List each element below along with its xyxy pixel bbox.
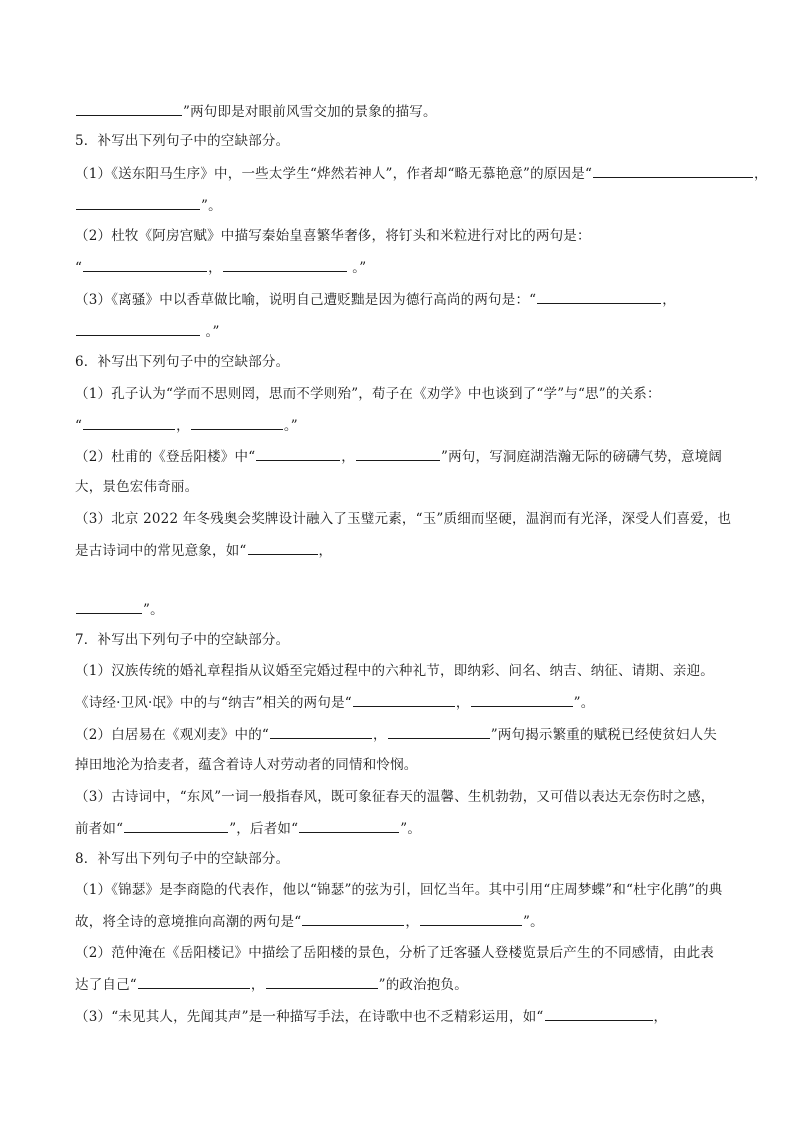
question-8-1: [75, 880, 722, 900]
answer-blank[interactable]: [83, 415, 175, 430]
answer-blank[interactable]: [138, 974, 250, 989]
answer-blank[interactable]: [248, 540, 318, 555]
text: （3）“未见其人，先闻其声”是一种描写手法，在诗歌中也不乏精彩运用，如“: [75, 1009, 544, 1025]
text: 大，景色宏伟奇丽。: [75, 479, 199, 495]
answer-blank[interactable]: [256, 446, 340, 461]
question-7-3-cont: [75, 818, 421, 839]
text: ，: [176, 418, 190, 434]
question-6-3-end: [75, 599, 164, 620]
text: （2）杜牧《阿房宫赋》中描写秦始皇喜繁华奢侈，将钉头和米粒进行对比的两句是：: [75, 228, 591, 244]
question-7-2: [75, 724, 717, 745]
text: （1）孔子认为“学而不思则罔，思而不学则殆”，荀子在《劝学》中也谈到了“学”与“思”的关系：: [75, 386, 661, 402]
text: 。”: [283, 418, 298, 434]
text: （3）北京 2022 年冬残奥会奖牌设计融入了玉璧元素，“玉”质细而坚硬，温润而有光泽，深受人们喜爱，也: [75, 511, 732, 527]
answer-blank[interactable]: [299, 818, 399, 833]
answer-blank[interactable]: [537, 289, 661, 304]
text: （1）《送东阳马生序》中，一些太学生“烨然若神人”，作者却“略无慕艳意”的原因是“: [75, 166, 593, 182]
text: ，: [373, 727, 387, 743]
text: （2）白居易在《观刈麦》中的“: [75, 727, 269, 743]
text: ，: [250, 977, 265, 993]
text: 是古诗词中的常见意象，如“: [75, 543, 247, 559]
question-7-3: [75, 787, 715, 807]
question-5-1-cont: [75, 195, 222, 216]
answer-blank[interactable]: [76, 599, 142, 614]
answer-blank[interactable]: [266, 974, 378, 989]
text: 。”: [201, 324, 220, 340]
text: 前者如“: [75, 821, 124, 837]
answer-blank[interactable]: [270, 724, 372, 739]
text: ”的政治抱负。: [378, 977, 468, 993]
text: 达了自己“: [75, 977, 137, 993]
text: 《诗经·卫风·氓》中的与“纳吉”相关的两句是“: [75, 695, 352, 711]
text: ，: [208, 260, 222, 276]
question-8-1-cont: [75, 911, 544, 932]
answer-blank[interactable]: [223, 257, 347, 272]
question-5-3: [75, 289, 676, 310]
question-5-heading: [75, 131, 289, 151]
text: 6．补写出下列句子中的空缺部分。: [75, 354, 290, 370]
question-6-3: [75, 509, 731, 529]
answer-blank[interactable]: [420, 911, 522, 926]
answer-blank[interactable]: [388, 724, 490, 739]
answer-blank[interactable]: [76, 321, 200, 336]
text: ”两句揭示繁重的赋税已经使贫妇人失: [490, 727, 718, 743]
question-5-1: [75, 163, 768, 184]
text: ，: [754, 166, 768, 182]
question-6-1: [75, 384, 661, 404]
text: ”。: [523, 914, 544, 930]
answer-blank[interactable]: [76, 101, 182, 116]
text: ”，后者如“: [229, 821, 299, 837]
text: （2）范仲淹在《岳阳楼记》中描绘了岳阳楼的景色，分析了迁客骚人登楼览景后产生的不同感情，由此表: [75, 945, 714, 961]
text: 故，将全诗的意境推向高潮的两句是“: [75, 914, 302, 930]
text: （3）《离骚》中以香草做比喻，说明自己遭贬黜是因为德行高尚的两句是：“: [75, 292, 537, 308]
text: ”。: [143, 602, 164, 618]
text: ，: [318, 543, 333, 559]
text: ，: [662, 292, 676, 308]
question-8-3: [75, 1006, 667, 1027]
text: 7．补写出下列句子中的空缺部分。: [75, 632, 290, 648]
answer-blank[interactable]: [353, 692, 455, 707]
question-8-heading: [75, 849, 289, 869]
answer-blank[interactable]: [76, 195, 200, 210]
text: ，: [653, 1009, 668, 1025]
line-q4-end: [75, 101, 437, 122]
text: ，: [405, 914, 420, 930]
answer-blank[interactable]: [302, 911, 404, 926]
question-5-3-cont: [75, 321, 220, 342]
question-6-heading: [75, 352, 289, 372]
question-8-2: [75, 943, 714, 963]
question-5-2-cont: [75, 257, 366, 278]
answer-blank[interactable]: [471, 692, 573, 707]
text: （1）汉族传统的婚礼章程指从议婚至完婚过程中的六种礼节，即纳彩、问名、纳吉、纳征、请期、亲迎。: [75, 663, 714, 679]
question-6-2-cont: [75, 477, 198, 497]
question-6-2: [75, 446, 722, 467]
question-7-heading: [75, 630, 289, 650]
text: ，: [341, 449, 355, 465]
text: 5．补写出下列句子中的空缺部分。: [75, 133, 290, 149]
text: ”。: [201, 198, 222, 214]
answer-blank[interactable]: [593, 163, 753, 178]
question-7-2-cont: [75, 755, 418, 775]
text: ”两句即是对眼前风雪交加的景象的描写。: [183, 104, 437, 120]
text: “: [75, 260, 83, 276]
answer-blank[interactable]: [356, 446, 440, 461]
text: ”两句，写洞庭湖浩瀚无际的磅礴气势，意境阔: [441, 449, 723, 465]
text: （1）《锦瑟》是李商隐的代表作，他以“锦瑟”的弦为引，回忆当年。其中引用“庄周梦蝶”和“杜宇化鹃”的典: [75, 882, 723, 898]
text: ，: [455, 695, 470, 711]
question-5-2: [75, 226, 591, 246]
text: 掉田地沦为拾麦者，蕴含着诗人对劳动者的同情和怜悯。: [75, 757, 418, 773]
text: （3）古诗词中，“东风”一词一般指春风，既可象征春天的温馨、生机勃勃，又可借以表达无奈伤时之感，: [75, 789, 715, 805]
question-7-1-cont: [75, 692, 594, 713]
question-6-3-cont: [75, 540, 332, 561]
text: 。”: [347, 260, 367, 276]
question-8-2-cont: [75, 974, 468, 995]
answer-blank[interactable]: [545, 1006, 653, 1021]
answer-blank[interactable]: [83, 257, 207, 272]
text: 8．补写出下列句子中的空缺部分。: [75, 851, 290, 867]
text: “: [75, 418, 83, 434]
answer-blank[interactable]: [191, 415, 283, 430]
text: （2）杜甫的《登岳阳楼》中“: [75, 449, 256, 465]
question-7-1: [75, 661, 714, 681]
question-6-1-cont: [75, 415, 298, 436]
answer-blank[interactable]: [124, 818, 228, 833]
text: ”。: [400, 821, 422, 837]
text: ”。: [573, 695, 595, 711]
